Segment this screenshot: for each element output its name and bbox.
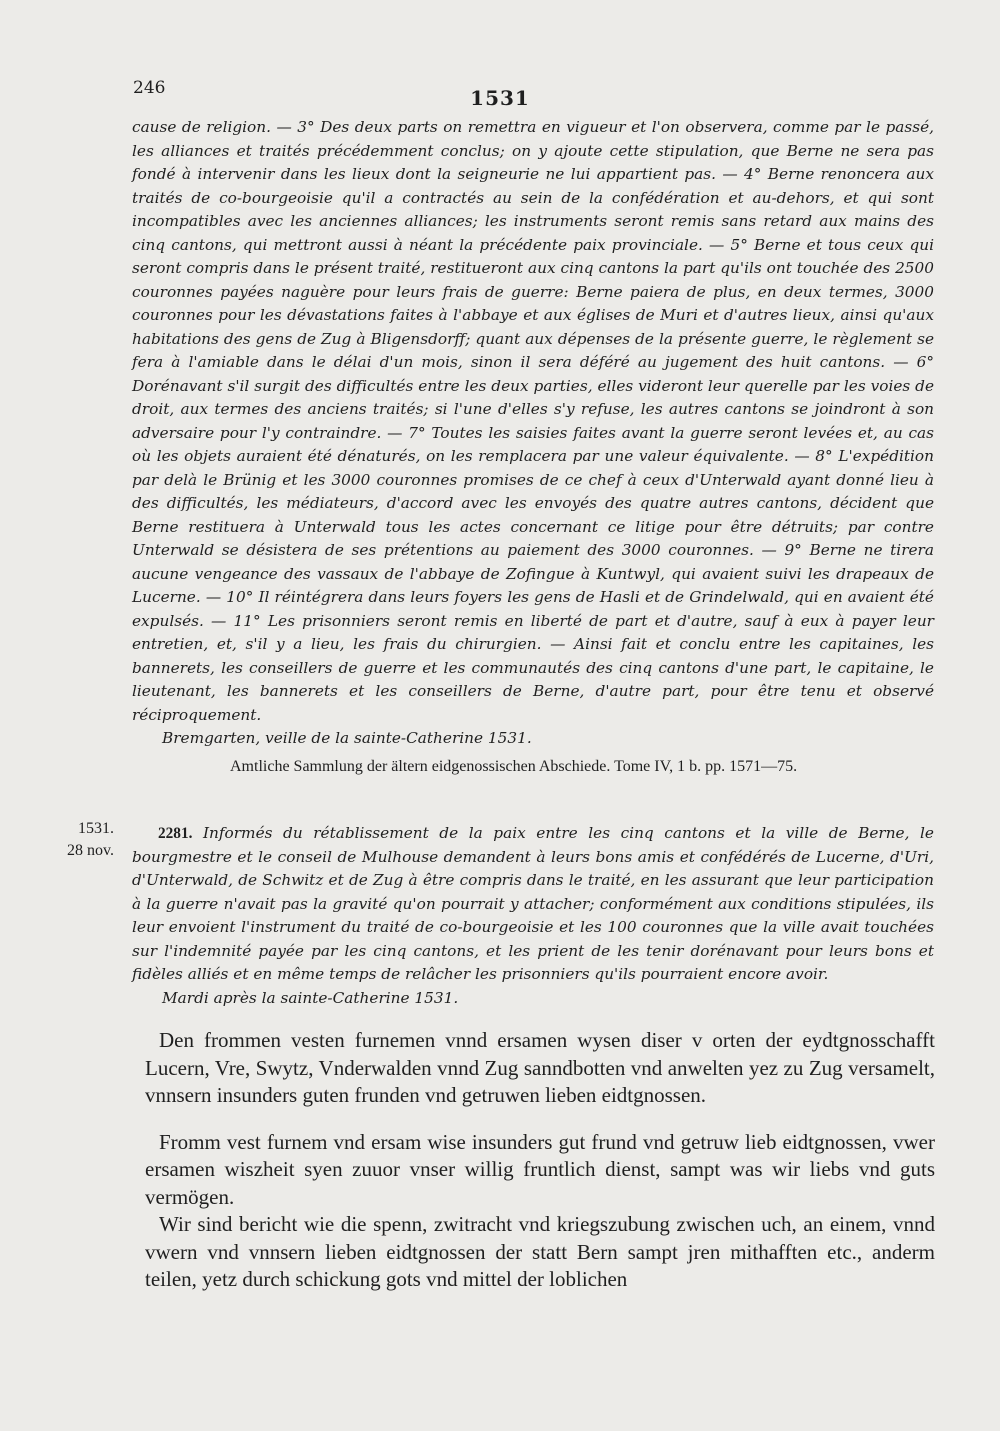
margin-date: [34, 818, 114, 862]
entry-2281-closing: Mardi après la sainte-Catherine 1531.: [162, 988, 459, 1007]
continued-entry-text: cause de religion. — 3° Des deux parts on remettra en vigueur et l'on observera, comme par le passé, les alliances et traités précédemment conclus; on y ajoute cette stipulation, que Berne ne sera pas fondé à intervenir dans les lieux dont la seigneurie ne lui appartient pas. — 4° Berne renoncera aux traités de co-bourgeoisie qu'il a contractés au sein de la confédération et au-dehors, et qui sont incompatibles avec les anciennes alliances; les instruments seront remis sans retard aux mains des cinq cantons, qui mettront aussi à néant la précédente paix provinciale. — 5° Berne et tous ceux qui seront compris dans le présent traité, restitueront aux cinq cantons la part qu'ils ont touchée des 2500 couronnes payées naguère pour leurs frais de guerre: Berne paiera de plus, en deux termes, 3000 couronnes pour les dévastations faites à l'abbaye et aux églises de Muri et d'autres lieux, ainsi qu'aux habitations des gens de Zug à Bligensdorff; quant aux dépenses de la présente guerre, le règlement se fera à l'amiable dans le délai d'un mois, sinon il sera déféré au jugement des huit cantons. — 6° Dorénavant s'il surgit des difficultés entre les deux parties, elles videront leur querelle par les voies de droit, aux termes des anciens traités; si l'une d'elles s'y refuse, les autres cantons se joindront à son adversaire pour l'y contraindre. — 7° Toutes les saisies faites avant la guerre seront levées et, au cas où les objets auraient été dénaturés, on les remplacera par une valeur équivalente. — 8° L'expédition par delà le Brünig et les 3000 couronnes promises de ce chef à ceux d'Unterwald ayant donné lieu à des difficultés, les médiateurs, d'accord avec les envoyés des quatre autres cantons, décident que Berne restituera à Unterwald tous les actes concernant ce litige pour être détruits; par contre Unterwald se désistera de ses prétentions au paiement des 3000 couronnes. — 9° Berne ne tirera aucune vengeance des vassaux de l'abbaye de Zofingue à Kuntwyl, qui avaient suivi les drapeaux de Lucerne. — 10° Il réintégrera dans leurs foyers les gens de Hasli et de Grindelwald, qui en avaient été expulsés. — 11° Les prisonniers seront remis en liberté de part et d'autre, sauf à eux à payer leur entretien, et, s'il y a lieu, les frais du chirurgien. — Ainsi fait et conclu entre les capitaines, les bannerets, les conseillers de guerre et les communautés des cinq cantons d'une part, le capitaine, le lieutenant, les bannerets et les conseillers de Berne, d'autre part, pour être tenu et observé réciproquement.: [132, 118, 934, 724]
entry-summary: Informés du rétablissement de la paix entre les cinq cantons et la ville de Berne, le bourgmestre et le conseil de Mulhouse demandent à leurs bons amis et confédérés de Lucerne, d'Uri, d'Unterwald, de Schwitz et de Zug à être compris dans le traité, en les assurant que leur participation à la guerre n'avait pas la gravité qu'on pourrait y attacher; conformément aux conditions stipulées, ils leur envoient l'instrument du traité de co-bourgeoisie et les 100 couronnes que la ville avait touchées sur l'indemnité payée par les cinq cantons, et les prient de les tenir dorénavant pour leurs bons et fidèles alliés et en même temps de relâcher les prisonniers qu'ils pourraient encore avoir.: [132, 824, 934, 983]
entry-2281: [132, 822, 934, 1010]
letter-address: Den frommen vesten furnemen vnnd ersamen wysen diser v orten der eydtgnosschafft Lucern, Vre, Swytz, Vnderwalden vnnd Zug sanndbotten vnd anwelten yez zu Zug versamelt, vnnsern insunders guten frunden vnd getruwen lieben eidtgnossen.: [145, 1028, 935, 1107]
entry-number: 2281.: [158, 825, 193, 842]
continued-entry-closing: Bremgarten, veille de la sainte-Catherine 1531.: [162, 729, 532, 747]
continued-entry: [132, 116, 934, 751]
entry-2281-summary-paragraph: [132, 822, 934, 987]
page-number: 246: [133, 78, 166, 98]
running-head-year: 1531: [470, 86, 530, 110]
german-letter: [145, 1027, 935, 1294]
margin-year: 1531.: [78, 820, 114, 837]
margin-day: 28 nov.: [67, 842, 114, 859]
letter-body: Wir sind bericht wie die spenn, zwitracht vnd kriegszubung zwischen uch, an einem, vnnd vwern vnd vnnsern lieben eidtgnossen der statt Bern sampt jren mithafften etc., anderm teilen, yetz durch schickung gots vnd mittel der loblichen: [145, 1212, 935, 1291]
source-citation: Amtliche Sammlung der ältern eidgenossischen Abschiede. Tome IV, 1 b. pp. 1571—75.: [230, 758, 798, 775]
letter-greeting: Fromm vest furnem vnd ersam wise insunders gut frund vnd getruw lieb eidtgnossen, vwer ersamen wiszheit syen zuuor vnser willig fruntlich dienst, sampt was wir liebs vnd guts vermögen.: [145, 1129, 935, 1209]
